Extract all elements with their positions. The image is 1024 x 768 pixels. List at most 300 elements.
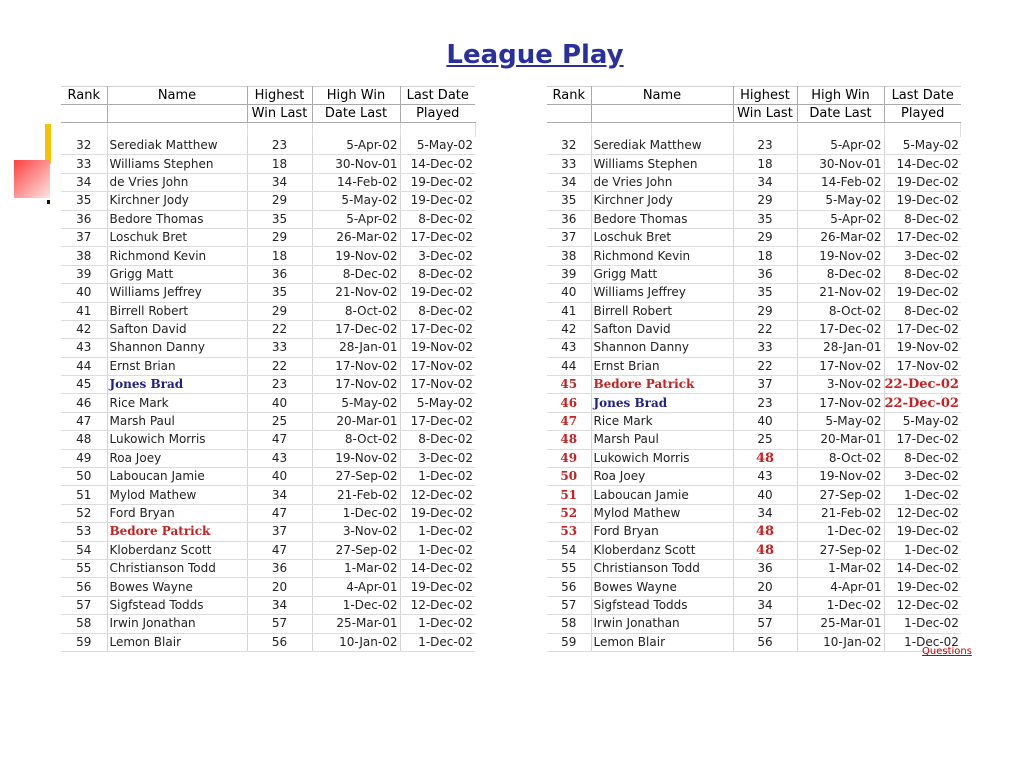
date-last-cell: 5-Apr-02 bbox=[312, 210, 400, 228]
name-cell: Jones Brad bbox=[591, 394, 733, 412]
date-last-cell: 8-Oct-02 bbox=[797, 302, 884, 320]
rank-cell: 47 bbox=[547, 412, 591, 430]
date-last-cell: 5-Apr-02 bbox=[797, 137, 884, 155]
table-row bbox=[547, 504, 961, 522]
name-cell: Shannon Danny bbox=[107, 339, 247, 357]
played-cell: 1-Dec-02 bbox=[884, 541, 961, 559]
date-last-cell: 10-Jan-02 bbox=[312, 633, 400, 651]
rank-cell: 58 bbox=[61, 615, 107, 633]
date-last-cell: 8-Dec-02 bbox=[797, 265, 884, 283]
name-cell: Serediak Matthew bbox=[591, 137, 733, 155]
win-last-cell: 37 bbox=[247, 523, 312, 541]
played-cell: 22-Dec-02 bbox=[884, 377, 959, 393]
table-row bbox=[547, 339, 961, 357]
date-last-cell: 5-May-02 bbox=[312, 394, 400, 412]
rank-cell: 52 bbox=[61, 504, 107, 522]
rank-cell: 43 bbox=[61, 339, 107, 357]
date-last-cell: 27-Sep-02 bbox=[797, 541, 884, 559]
table-row bbox=[61, 320, 475, 338]
win-last-cell: 29 bbox=[247, 192, 312, 210]
date-last-cell: 21-Feb-02 bbox=[797, 504, 884, 522]
win-last-cell: 47 bbox=[247, 541, 312, 559]
played-cell: 1-Dec-02 bbox=[400, 541, 475, 559]
date-last-cell: 8-Oct-02 bbox=[312, 302, 400, 320]
rank-cell: 47 bbox=[61, 412, 107, 430]
table-row bbox=[61, 449, 475, 467]
rank-cell: 48 bbox=[61, 431, 107, 449]
date-last-cell: 27-Sep-02 bbox=[312, 468, 400, 486]
win-last-cell: 34 bbox=[733, 504, 797, 522]
date-last-cell: 21-Nov-02 bbox=[797, 284, 884, 302]
win-last-cell: 18 bbox=[733, 155, 797, 173]
name-cell: Mylod Mathew bbox=[107, 486, 247, 504]
table-row bbox=[547, 137, 961, 155]
rank-cell: 42 bbox=[61, 320, 107, 338]
table-row bbox=[547, 431, 961, 449]
win-last-cell: 40 bbox=[247, 394, 312, 412]
played-cell: 3-Dec-02 bbox=[400, 247, 475, 265]
date-last-cell: 5-May-02 bbox=[797, 192, 884, 210]
name-cell: Williams Stephen bbox=[591, 155, 733, 173]
name-cell: Ernst Brian bbox=[107, 357, 247, 375]
rank-cell: 41 bbox=[547, 302, 591, 320]
win-last-cell: 25 bbox=[733, 431, 797, 449]
rank-cell: 46 bbox=[61, 394, 107, 412]
name-cell: Lukowich Morris bbox=[107, 431, 247, 449]
name-cell: Rice Mark bbox=[591, 412, 733, 430]
name-cell: Williams Jeffrey bbox=[107, 284, 247, 302]
played-cell: 8-Dec-02 bbox=[884, 449, 961, 467]
date-last-cell: 14-Feb-02 bbox=[312, 173, 400, 191]
played-cell: 17-Nov-02 bbox=[884, 357, 961, 375]
rank-cell: 59 bbox=[61, 633, 107, 651]
table-row bbox=[547, 210, 961, 228]
header-rank-sub bbox=[61, 105, 107, 123]
header-high-win: High Win bbox=[312, 87, 400, 105]
played-cell: 19-Nov-02 bbox=[884, 339, 961, 357]
rank-cell: 57 bbox=[61, 596, 107, 614]
played-cell: 19-Dec-02 bbox=[884, 284, 961, 302]
header-date-last: Date Last bbox=[797, 105, 884, 123]
rank-cell: 43 bbox=[547, 339, 591, 357]
win-last-cell: 56 bbox=[733, 633, 797, 651]
page-title: League Play bbox=[446, 40, 624, 70]
header-rank: Rank bbox=[547, 87, 591, 105]
rank-cell: 40 bbox=[547, 284, 591, 302]
table-row bbox=[61, 486, 475, 504]
played-cell: 17-Dec-02 bbox=[884, 228, 961, 246]
win-last-cell: 29 bbox=[247, 302, 312, 320]
header-highest: Highest bbox=[733, 87, 797, 105]
win-last-cell: 22 bbox=[733, 357, 797, 375]
name-cell: Grigg Matt bbox=[591, 265, 733, 283]
played-cell: 3-Dec-02 bbox=[884, 468, 961, 486]
name-cell: Richmond Kevin bbox=[591, 247, 733, 265]
played-cell: 19-Nov-02 bbox=[400, 339, 475, 357]
table-row bbox=[61, 376, 475, 394]
win-last-cell: 57 bbox=[733, 615, 797, 633]
played-cell: 8-Dec-02 bbox=[400, 431, 475, 449]
table-row bbox=[61, 523, 475, 541]
date-last-cell: 28-Jan-01 bbox=[797, 339, 884, 357]
name-cell: Kloberdanz Scott bbox=[107, 541, 247, 559]
name-cell: de Vries John bbox=[107, 173, 247, 191]
table-row bbox=[61, 192, 475, 210]
win-last-cell: 23 bbox=[247, 376, 312, 394]
date-last-cell: 28-Jan-01 bbox=[312, 339, 400, 357]
name-cell: Bedore Thomas bbox=[107, 210, 247, 228]
win-last-cell: 20 bbox=[247, 578, 312, 596]
table-row bbox=[61, 412, 475, 430]
rank-cell: 51 bbox=[547, 486, 591, 504]
league-table-after bbox=[547, 86, 961, 652]
table-row bbox=[61, 228, 475, 246]
win-last-cell: 33 bbox=[733, 339, 797, 357]
table-row bbox=[547, 412, 961, 430]
name-cell: Richmond Kevin bbox=[107, 247, 247, 265]
table-row bbox=[61, 173, 475, 191]
table-row bbox=[61, 468, 475, 486]
rank-cell: 35 bbox=[61, 192, 107, 210]
win-last-cell: 22 bbox=[733, 320, 797, 338]
played-cell: 19-Dec-02 bbox=[884, 523, 961, 541]
header-last-date: Last Date bbox=[400, 87, 475, 105]
date-last-cell: 20-Mar-01 bbox=[312, 412, 400, 430]
win-last-cell: 23 bbox=[733, 394, 797, 412]
date-last-cell: 27-Sep-02 bbox=[797, 486, 884, 504]
table-row bbox=[61, 155, 475, 173]
rank-cell: 50 bbox=[547, 468, 591, 486]
played-cell: 8-Dec-02 bbox=[400, 210, 475, 228]
played-cell: 1-Dec-02 bbox=[400, 633, 475, 651]
date-last-cell: 4-Apr-01 bbox=[312, 578, 400, 596]
win-last-cell: 48 bbox=[733, 523, 797, 541]
win-last-cell: 40 bbox=[247, 468, 312, 486]
win-last-cell: 34 bbox=[733, 596, 797, 614]
played-cell: 1-Dec-02 bbox=[400, 523, 475, 541]
header-win-last: Win Last bbox=[733, 105, 797, 123]
played-cell: 5-May-02 bbox=[400, 137, 475, 155]
win-last-cell: 20 bbox=[733, 578, 797, 596]
name-cell: Marsh Paul bbox=[107, 412, 247, 430]
played-cell: 8-Dec-02 bbox=[400, 302, 475, 320]
win-last-cell: 29 bbox=[247, 228, 312, 246]
win-last-cell: 35 bbox=[247, 210, 312, 228]
played-cell: 19-Dec-02 bbox=[884, 173, 961, 191]
rank-cell: 49 bbox=[61, 449, 107, 467]
name-cell: Ford Bryan bbox=[107, 504, 247, 522]
played-cell: 19-Dec-02 bbox=[884, 192, 961, 210]
played-cell: 12-Dec-02 bbox=[884, 504, 961, 522]
name-cell: Safton David bbox=[591, 320, 733, 338]
rank-cell: 54 bbox=[547, 541, 591, 559]
played-cell: 5-May-02 bbox=[884, 137, 961, 155]
table-row bbox=[547, 578, 961, 596]
rank-cell: 41 bbox=[61, 302, 107, 320]
played-cell: 17-Dec-02 bbox=[884, 320, 961, 338]
date-last-cell: 20-Mar-01 bbox=[797, 431, 884, 449]
rank-cell: 37 bbox=[547, 228, 591, 246]
date-last-cell: 1-Dec-02 bbox=[312, 504, 400, 522]
rank-cell: 56 bbox=[547, 578, 591, 596]
name-cell: Bedore Patrick bbox=[107, 523, 247, 541]
date-last-cell: 19-Nov-02 bbox=[797, 247, 884, 265]
rank-cell: 57 bbox=[547, 596, 591, 614]
win-last-cell: 56 bbox=[247, 633, 312, 651]
win-last-cell: 29 bbox=[733, 228, 797, 246]
name-cell: Bedore Thomas bbox=[591, 210, 733, 228]
table-row bbox=[61, 615, 475, 633]
rank-cell: 35 bbox=[547, 192, 591, 210]
table-row bbox=[547, 486, 961, 504]
played-cell: 12-Dec-02 bbox=[884, 596, 961, 614]
date-last-cell: 5-May-02 bbox=[312, 192, 400, 210]
table-row bbox=[547, 265, 961, 283]
played-cell: 19-Dec-02 bbox=[400, 284, 475, 302]
name-cell: de Vries John bbox=[591, 173, 733, 191]
table-row bbox=[547, 228, 961, 246]
played-cell: 17-Dec-02 bbox=[884, 431, 961, 449]
played-cell: 1-Dec-02 bbox=[884, 615, 961, 633]
name-cell: Laboucan Jamie bbox=[591, 486, 733, 504]
played-cell: 17-Dec-02 bbox=[400, 228, 475, 246]
table-row bbox=[547, 376, 961, 394]
name-cell: Birrell Robert bbox=[591, 302, 733, 320]
table-row bbox=[547, 615, 961, 633]
win-last-cell: 47 bbox=[247, 504, 312, 522]
win-last-cell: 18 bbox=[247, 155, 312, 173]
played-cell: 17-Dec-02 bbox=[400, 320, 475, 338]
table-row bbox=[61, 578, 475, 596]
table-row bbox=[547, 173, 961, 191]
win-last-cell: 36 bbox=[733, 559, 797, 577]
played-cell: 14-Dec-02 bbox=[400, 155, 475, 173]
name-cell: Kirchner Jody bbox=[591, 192, 733, 210]
win-last-cell: 35 bbox=[247, 284, 312, 302]
table-row bbox=[61, 247, 475, 265]
header-name-sub bbox=[107, 105, 247, 123]
rank-cell: 56 bbox=[61, 578, 107, 596]
table-row bbox=[547, 541, 961, 559]
played-cell: 22-Dec-02 bbox=[884, 395, 959, 411]
win-last-cell: 34 bbox=[733, 173, 797, 191]
win-last-cell: 22 bbox=[247, 320, 312, 338]
name-cell: Lemon Blair bbox=[107, 633, 247, 651]
table-row bbox=[547, 320, 961, 338]
date-last-cell: 17-Nov-02 bbox=[312, 357, 400, 375]
date-last-cell: 1-Dec-02 bbox=[797, 596, 884, 614]
played-cell: 8-Dec-02 bbox=[400, 265, 475, 283]
rank-cell: 32 bbox=[547, 137, 591, 155]
rank-cell: 45 bbox=[547, 376, 591, 394]
name-cell: Irwin Jonathan bbox=[591, 615, 733, 633]
rank-cell: 33 bbox=[61, 155, 107, 173]
rank-cell: 50 bbox=[61, 468, 107, 486]
date-last-cell: 3-Nov-02 bbox=[797, 376, 884, 394]
rank-cell: 55 bbox=[547, 559, 591, 577]
date-last-cell: 26-Mar-02 bbox=[797, 228, 884, 246]
date-last-cell: 14-Feb-02 bbox=[797, 173, 884, 191]
rank-cell: 59 bbox=[547, 633, 591, 651]
name-cell: Serediak Matthew bbox=[107, 137, 247, 155]
table-row bbox=[61, 541, 475, 559]
played-cell: 19-Dec-02 bbox=[400, 192, 475, 210]
win-last-cell: 36 bbox=[247, 265, 312, 283]
win-last-cell: 29 bbox=[733, 302, 797, 320]
played-cell: 17-Nov-02 bbox=[400, 357, 475, 375]
date-last-cell: 21-Feb-02 bbox=[312, 486, 400, 504]
date-last-cell: 30-Nov-01 bbox=[312, 155, 400, 173]
rank-cell: 49 bbox=[547, 449, 591, 467]
date-last-cell: 30-Nov-01 bbox=[797, 155, 884, 173]
name-cell: Loschuk Bret bbox=[591, 228, 733, 246]
win-last-cell: 23 bbox=[733, 137, 797, 155]
table-row bbox=[61, 504, 475, 522]
header-date-last: Date Last bbox=[312, 105, 400, 123]
name-cell: Christianson Todd bbox=[107, 559, 247, 577]
win-last-cell: 18 bbox=[247, 247, 312, 265]
played-cell: 17-Nov-02 bbox=[400, 376, 475, 394]
win-last-cell: 43 bbox=[247, 449, 312, 467]
rank-cell: 55 bbox=[61, 559, 107, 577]
table-row bbox=[547, 302, 961, 320]
name-cell: Christianson Todd bbox=[591, 559, 733, 577]
date-last-cell: 25-Mar-01 bbox=[797, 615, 884, 633]
rank-cell: 36 bbox=[547, 210, 591, 228]
league-table-before bbox=[61, 86, 476, 652]
name-cell: Lemon Blair bbox=[591, 633, 733, 651]
date-last-cell: 17-Dec-02 bbox=[797, 320, 884, 338]
rank-cell: 44 bbox=[61, 357, 107, 375]
rank-cell: 48 bbox=[547, 431, 591, 449]
questions-link[interactable]: Questions bbox=[922, 646, 972, 657]
table-row bbox=[547, 633, 961, 651]
name-cell: Kloberdanz Scott bbox=[591, 541, 733, 559]
date-last-cell: 1-Mar-02 bbox=[312, 559, 400, 577]
header-played: Played bbox=[400, 105, 475, 123]
date-last-cell: 17-Nov-02 bbox=[312, 376, 400, 394]
date-last-cell: 17-Dec-02 bbox=[312, 320, 400, 338]
rank-cell: 44 bbox=[547, 357, 591, 375]
table-row bbox=[61, 137, 475, 155]
rank-cell: 53 bbox=[547, 523, 591, 541]
win-last-cell: 23 bbox=[247, 137, 312, 155]
decorative-dot bbox=[47, 200, 50, 204]
name-cell: Safton David bbox=[107, 320, 247, 338]
date-last-cell: 5-Apr-02 bbox=[797, 210, 884, 228]
name-cell: Bowes Wayne bbox=[591, 578, 733, 596]
played-cell: 19-Dec-02 bbox=[400, 578, 475, 596]
name-cell: Lukowich Morris bbox=[591, 449, 733, 467]
decorative-yellow-bar bbox=[45, 124, 51, 164]
rank-cell: 36 bbox=[61, 210, 107, 228]
name-cell: Loschuk Bret bbox=[107, 228, 247, 246]
table-row bbox=[61, 302, 475, 320]
rank-cell: 53 bbox=[61, 523, 107, 541]
table-row bbox=[547, 468, 961, 486]
table-row bbox=[547, 357, 961, 375]
win-last-cell: 18 bbox=[733, 247, 797, 265]
date-last-cell: 3-Nov-02 bbox=[312, 523, 400, 541]
date-last-cell: 17-Nov-02 bbox=[797, 394, 884, 412]
rank-cell: 42 bbox=[547, 320, 591, 338]
name-cell: Ford Bryan bbox=[591, 523, 733, 541]
played-cell: 1-Dec-02 bbox=[400, 615, 475, 633]
rank-cell: 39 bbox=[547, 265, 591, 283]
rank-cell: 34 bbox=[547, 173, 591, 191]
header-last-date: Last Date bbox=[884, 87, 961, 105]
win-last-cell: 29 bbox=[733, 192, 797, 210]
date-last-cell: 17-Nov-02 bbox=[797, 357, 884, 375]
table-row bbox=[61, 284, 475, 302]
date-last-cell: 19-Nov-02 bbox=[312, 449, 400, 467]
name-cell: Ernst Brian bbox=[591, 357, 733, 375]
played-cell: 17-Dec-02 bbox=[400, 412, 475, 430]
header-highest: Highest bbox=[247, 87, 312, 105]
date-last-cell: 10-Jan-02 bbox=[797, 633, 884, 651]
date-last-cell: 21-Nov-02 bbox=[312, 284, 400, 302]
decorative-red-square bbox=[14, 160, 50, 198]
played-cell: 8-Dec-02 bbox=[884, 265, 961, 283]
win-last-cell: 34 bbox=[247, 173, 312, 191]
name-cell: Marsh Paul bbox=[591, 431, 733, 449]
played-cell: 5-May-02 bbox=[400, 394, 475, 412]
name-cell: Roa Joey bbox=[107, 449, 247, 467]
table-row bbox=[61, 596, 475, 614]
name-cell: Williams Stephen bbox=[107, 155, 247, 173]
played-cell: 14-Dec-02 bbox=[400, 559, 475, 577]
rank-cell: 58 bbox=[547, 615, 591, 633]
date-last-cell: 4-Apr-01 bbox=[797, 578, 884, 596]
win-last-cell: 35 bbox=[733, 210, 797, 228]
table-row bbox=[547, 155, 961, 173]
name-cell: Kirchner Jody bbox=[107, 192, 247, 210]
table-row bbox=[547, 596, 961, 614]
date-last-cell: 8-Oct-02 bbox=[312, 431, 400, 449]
rank-cell: 46 bbox=[547, 394, 591, 412]
date-last-cell: 8-Dec-02 bbox=[312, 265, 400, 283]
name-cell: Laboucan Jamie bbox=[107, 468, 247, 486]
date-last-cell: 8-Oct-02 bbox=[797, 449, 884, 467]
table-row bbox=[547, 284, 961, 302]
table-row bbox=[547, 192, 961, 210]
rank-cell: 37 bbox=[61, 228, 107, 246]
date-last-cell: 5-Apr-02 bbox=[312, 137, 400, 155]
win-last-cell: 47 bbox=[247, 431, 312, 449]
name-cell: Shannon Danny bbox=[591, 339, 733, 357]
name-cell: Sigfstead Todds bbox=[107, 596, 247, 614]
win-last-cell: 37 bbox=[733, 376, 797, 394]
table-row bbox=[547, 394, 961, 412]
name-cell: Jones Brad bbox=[107, 376, 247, 394]
played-cell: 19-Dec-02 bbox=[884, 578, 961, 596]
rank-cell: 39 bbox=[61, 265, 107, 283]
table-row bbox=[547, 559, 961, 577]
header-name: Name bbox=[591, 87, 733, 105]
name-cell: Sigfstead Todds bbox=[591, 596, 733, 614]
played-cell: 1-Dec-02 bbox=[884, 486, 961, 504]
name-cell: Roa Joey bbox=[591, 468, 733, 486]
table-row bbox=[61, 633, 475, 651]
header-rank: Rank bbox=[61, 87, 107, 105]
rank-cell: 38 bbox=[61, 247, 107, 265]
table-row bbox=[547, 247, 961, 265]
win-last-cell: 36 bbox=[247, 559, 312, 577]
played-cell: 8-Dec-02 bbox=[884, 302, 961, 320]
table-row bbox=[547, 523, 961, 541]
header-name-sub bbox=[591, 105, 733, 123]
date-last-cell: 27-Sep-02 bbox=[312, 541, 400, 559]
